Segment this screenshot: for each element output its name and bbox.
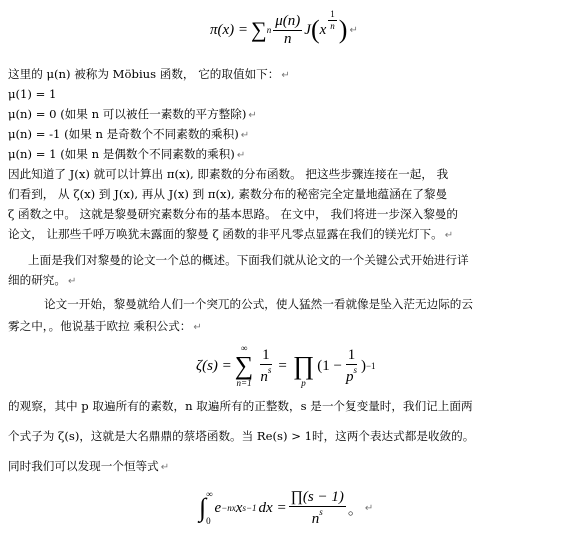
formula3-dx: dx = [258, 499, 287, 516]
formula1-exp-den: n [330, 21, 335, 31]
formula1-fraction [273, 14, 302, 47]
formula2-outer-exp: −1 [365, 361, 376, 371]
formula-euler-product [196, 338, 376, 394]
sum-symbol: ∑ [234, 351, 254, 380]
formula3-end: 。 [347, 501, 363, 518]
formula3-int-bot: 0 [206, 516, 211, 526]
formula2-prod-bot: p [301, 378, 306, 388]
text-line-12: 论文一开始，黎曼就给人们一个突兀的公式，使人猛然一看就像是坠入茫无边际的云 [44, 297, 473, 311]
text-line-13: 雾之中，。他说基于欧拉 乘积公式： ↵ [8, 319, 202, 333]
text-line-1: 这里的 μ(n) 被称为 Möbius 函数， 它的取值如下： ↵ [8, 67, 290, 81]
formula3-integrand-exp: −nx [221, 503, 236, 513]
formula3-power-exp: s−1 [242, 503, 257, 513]
text-line-7: 们看到， 从 ζ(x) 到 J(x), 再从 J(x) 到 π(x), 素数分布的秘密完全定量地蕴涵在了黎曼 [8, 187, 448, 201]
formula3-frac-den: n [311, 510, 320, 527]
formula1-sum-symbol: ∑ [251, 17, 267, 42]
formula2-lhs: ζ(s) = [196, 357, 232, 374]
formula2-den-exp: s [267, 364, 272, 375]
formula2-paren-open: (1 − [317, 357, 342, 374]
text-line-9: 论文， 让那些千呼万唤犹未露面的黎曼 ζ 函数的非平凡零点显露在我们的镁光灯下。 ↵ [8, 227, 454, 241]
text-line-8: ζ 函数之中。 这就是黎曼研究素数分布的基本思路。 在文中， 我们将进一步深入黎曼的 [8, 207, 458, 221]
text-line-14: 的观察，其中 p 取遍所有的素数，n 取遍所有的正整数，s 是一个复变量时，我们记上面两 [8, 399, 473, 413]
formula-prime-counting: π(x) = ∑ n $\frac{\mu(n)}{n}$ J ( x $\frac{1}{n}$ ) ↵ [210, 9, 358, 47]
paragraph-mark: ↵ [364, 502, 374, 514]
formula2-inner-num: 1 [347, 346, 356, 363]
text-line-10: 上面是我们对黎曼的论文一个总的概述。下面我们就从论文的一个关键公式开始进行详 [28, 253, 469, 267]
integral-symbol: ∫ [199, 493, 207, 522]
formula2-inner-den: p [345, 368, 354, 385]
text-line-3: μ(n) = 0 (如果 n 可以被任一素数的平方整除) ↵ [8, 107, 257, 121]
formula2-frac-den: n [260, 368, 268, 385]
formula1-lhs: π(x) = [210, 21, 249, 38]
formula2-inner-exp: s [353, 364, 357, 375]
text-line-4: μ(n) = -1 (如果 n 是奇数个不同素数的乘积) ↵ [8, 127, 250, 141]
formula1-exp-num: 1 [330, 9, 335, 19]
formula3-fraction [289, 490, 346, 527]
text-line-16: 同时我们可以发现一个恒等式 ↵ [8, 459, 170, 473]
formula3-int-top: ∞ [206, 489, 213, 499]
formula3-frac-num: ∏(s − 1) [290, 488, 344, 505]
formula2-sum [235, 344, 254, 388]
formula2-paren-close: ) [360, 357, 366, 374]
formula-integral-identity [196, 482, 373, 534]
text-line-11: 细的研究。 ↵ [8, 273, 77, 287]
formula1-exponent [328, 10, 337, 31]
formula3-integral [199, 486, 206, 530]
formula1-arg-base: x [319, 21, 327, 38]
formula2-frac-num: 1 [262, 346, 270, 363]
formula2-product [293, 344, 314, 388]
formula3-power-base: x [235, 499, 243, 516]
formula3-integrand: e [214, 499, 222, 516]
formula2-inner-fraction [344, 348, 359, 385]
text-line-6: 因此知道了 J(x) 就可以计算出 π(x), 即素数的分布函数。 把这些步骤连接在一起， 我 [8, 167, 449, 181]
formula2-sum-bot: n=1 [236, 378, 252, 388]
formula1-sum-index: n [266, 25, 272, 35]
formula2-sum-top: ∞ [240, 343, 248, 353]
paragraph-mark: ↵ [349, 24, 358, 36]
formula1-func: J [304, 21, 311, 38]
formula2-fraction [258, 348, 273, 385]
formula1-frac-den: n [284, 30, 292, 47]
text-line-5: μ(n) = 1 (如果 n 是偶数个不同素数的乘积) ↵ [8, 147, 246, 161]
product-symbol: ∏ [292, 351, 315, 380]
text-line-2: μ(1) = 1 [8, 87, 57, 101]
text-line-15: 个式子为 ζ(s)，这就是大名鼎鼎的蔡塔函数。当 Re(s) > 1时，这两个表达式都是收敛的。 [8, 429, 475, 443]
formula3-den-exp: s [319, 506, 323, 517]
formula2-eq: = [278, 357, 287, 374]
formula1-frac-num: μ(n) [275, 12, 301, 29]
